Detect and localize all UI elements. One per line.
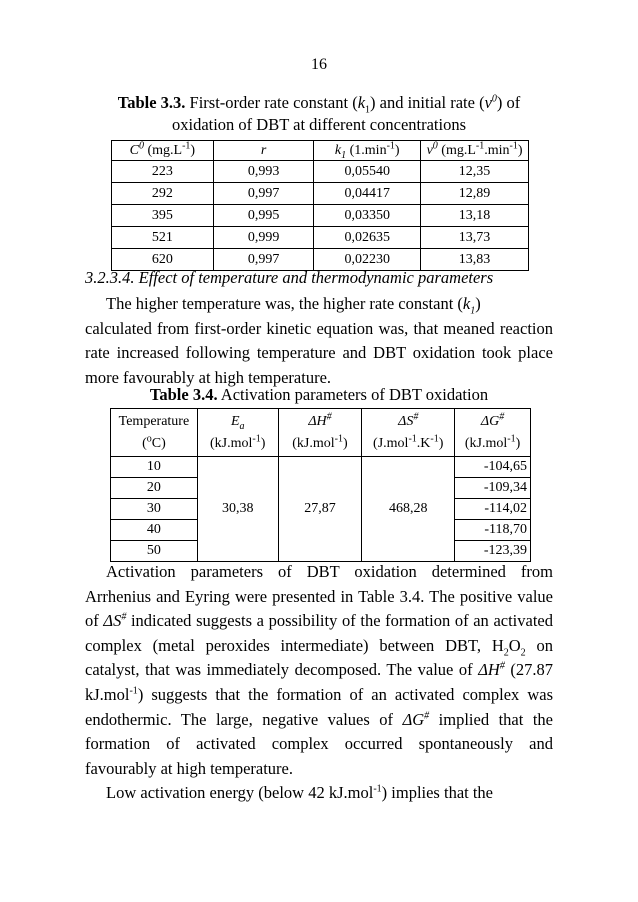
header-delta-g: ΔG# (kJ.mol$^{-1}$) [455, 409, 531, 457]
ea-value: 30,38 [197, 457, 278, 562]
table-row: 292 0,997 0,04417 12,89 [112, 183, 529, 205]
table-row: 620 0,997 0,02230 13,83 [112, 249, 529, 271]
header-r: r [213, 141, 314, 161]
table-label: Table 3.4. [149, 385, 218, 404]
table-row: 30 -114,02 [111, 499, 531, 520]
table-3-3 [111, 140, 529, 271]
header-delta-s: ΔS# $(J.mol^{-1}.K^{-1})$ [362, 409, 455, 457]
table-row: 395 0,995 0,03350 13,18 [112, 205, 529, 227]
caption-line-1: Table 3.3. First-order rate constant $(k_1)$ and initial rate $(v^0)$ of [117, 93, 521, 116]
table-label: Table 3.3. [117, 93, 186, 112]
table-row: 223 0,993 0,05540 12,35 [112, 161, 529, 183]
paragraph-2-text: Activation parameters of DBT oxidation determined from Arrhenius and Eyring were presented in Table 3.4. The positive value of ΔS# indicated suggests a possibility of the formation of an activated complex (metal peroxides intermediate) between DBT, $H_2O_2$ on catalyst, that was immediately decomposed. The value of ΔH# (27.87 kJ.mol$^{-1}$) suggests that the formation of an activated complex was endothermic. The large, negative values of ΔG# implied that the formation of activated complex occurred spontaneously and favourably at high temperature. [85, 562, 553, 778]
delta-h-value: 27,87 [278, 457, 362, 562]
page-number: 16 [311, 56, 327, 73]
table-row: 10 30,38 27,87 468,28 -104,65 [111, 457, 531, 478]
section-heading: 3.2.3.4. Effect of temperature and thermodynamic parameters [85, 268, 494, 287]
table-3-3-caption [84, 92, 554, 136]
header-concentration: $C^0$ $(mg.L^{-1})$ [112, 141, 214, 161]
header-v0: $v^0$ $(mg.L^{-1}.\min^{-1})$ [421, 141, 529, 161]
paragraph-1-body: calculated from first-order kinetic equation was, that meaned reaction rate increased following temperature and DBT oxidation took place more favourably at high temperature. [85, 318, 553, 387]
paragraph-3: Low activation energy (below 42 kJ.mol$^{-1}$) implies that the [106, 783, 494, 803]
table-3-4-caption: Table 3.4. Activation parameters of DBT oxidation [149, 385, 489, 404]
table-header-row [112, 141, 529, 161]
header-ea: $E_a$ (kJ.mol$^{-1}$) [197, 409, 278, 457]
delta-s-value: 468,28 [362, 457, 455, 562]
paragraph-1 [85, 292, 553, 390]
header-temperature: Temperature ($^o$C) [111, 409, 198, 457]
table-header-row [111, 409, 531, 457]
table-row: 50 -123,39 [111, 541, 531, 562]
table-row: 20 -109,34 [111, 478, 531, 499]
paragraph-2 [85, 560, 553, 806]
table-3-4 [110, 408, 531, 562]
table-row: 521 0,999 0,02635 13,73 [112, 227, 529, 249]
table-row: 40 -118,70 [111, 520, 531, 541]
header-delta-h: ΔH# (kJ.mol$^{-1}$) [278, 409, 362, 457]
header-k1: $k_1$ $(1.\min^{-1})$ [314, 141, 421, 161]
paragraph-1-line-1: The higher temperature was, the higher rate constant $(k_1)$ [106, 294, 481, 317]
caption-line-2: oxidation of DBT at different concentrations [171, 115, 467, 134]
